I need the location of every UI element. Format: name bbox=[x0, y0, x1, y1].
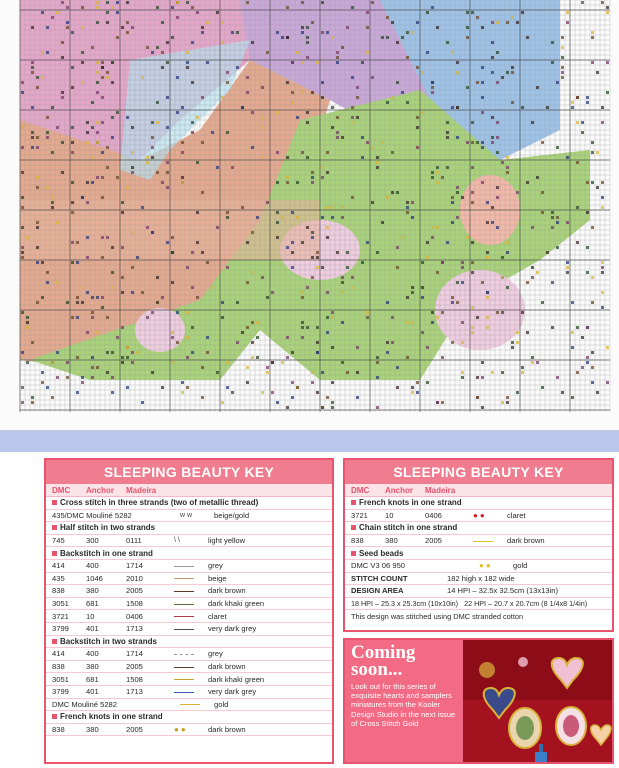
madeira-code: 2010 bbox=[126, 573, 143, 583]
key-column-headers bbox=[345, 484, 612, 497]
color-name: grey bbox=[208, 649, 223, 659]
line-swatch bbox=[174, 692, 194, 693]
key-symbol bbox=[174, 675, 208, 684]
key-section-heading: Half stitch in two strands bbox=[46, 522, 332, 535]
key-section-heading: Cross stitch in three strands (two of metallic thread) bbox=[46, 497, 332, 510]
col-anchor: Anchor bbox=[385, 486, 413, 495]
key-symbol bbox=[473, 536, 507, 545]
line-swatch bbox=[473, 541, 493, 542]
key-row bbox=[46, 673, 332, 686]
anchor-code: 380 bbox=[385, 536, 398, 546]
key-symbol bbox=[174, 599, 208, 608]
dmc-code: 3051 bbox=[52, 599, 69, 609]
anchor-code: 401 bbox=[86, 624, 99, 634]
anchor-code: 10 bbox=[86, 611, 95, 621]
design-area-row-2 bbox=[345, 598, 612, 611]
key-row bbox=[46, 535, 332, 548]
key-row bbox=[46, 623, 332, 636]
madeira-code: 0406 bbox=[126, 611, 143, 621]
thread-code: DMC V3 06 950 bbox=[351, 561, 406, 571]
key-row bbox=[46, 686, 332, 699]
anchor-code: 300 bbox=[86, 536, 99, 546]
thread-code: DMC Mouliné 5282 bbox=[52, 699, 117, 709]
madeira-code: 1714 bbox=[126, 561, 143, 571]
color-name: gold bbox=[513, 561, 528, 571]
anchor-code: 380 bbox=[86, 724, 99, 734]
dmc-code: 3721 bbox=[52, 611, 69, 621]
key-symbol bbox=[174, 561, 208, 570]
thread-code: 435/DMC Mouliné 5282 bbox=[52, 510, 132, 520]
key-row bbox=[46, 585, 332, 598]
anchor-code: 10 bbox=[385, 510, 394, 520]
col-madeira: Madeira bbox=[126, 486, 157, 495]
col-madeira: Madeira bbox=[425, 486, 456, 495]
key-row bbox=[46, 661, 332, 674]
design-note: This design was stitched using DMC stranded cotton bbox=[351, 612, 524, 622]
key-panel-right bbox=[343, 458, 614, 632]
key-section-heading: Chain stitch in one strand bbox=[345, 522, 612, 535]
madeira-code: 2005 bbox=[126, 662, 143, 672]
line-swatch bbox=[174, 591, 194, 592]
key-section-heading: Backstitch in one strand bbox=[46, 547, 332, 560]
col-dmc: DMC bbox=[52, 486, 71, 495]
stitch-count-label: STITCH COUNT bbox=[351, 573, 408, 583]
dmc-code: 3799 bbox=[52, 624, 69, 634]
design-area-row bbox=[345, 585, 612, 598]
color-name: claret bbox=[507, 510, 526, 520]
line-swatch bbox=[174, 629, 194, 630]
ornaments-photo bbox=[463, 640, 614, 762]
key-row bbox=[46, 610, 332, 623]
key-row bbox=[345, 510, 612, 523]
color-name: gold bbox=[214, 699, 229, 709]
key-symbol: ●● bbox=[174, 724, 188, 734]
dmc-code: 3721 bbox=[351, 510, 368, 520]
key-row bbox=[46, 560, 332, 573]
dmc-code: 3799 bbox=[52, 687, 69, 697]
madeira-code: 0111 bbox=[126, 536, 142, 546]
key-row bbox=[46, 573, 332, 586]
key-title: SLEEPING BEAUTY KEY bbox=[345, 460, 612, 484]
key-symbol bbox=[174, 662, 208, 671]
color-name: dark brown bbox=[507, 536, 545, 546]
madeira-code: 1508 bbox=[126, 674, 143, 684]
dmc-code: 414 bbox=[52, 561, 65, 571]
key-symbol bbox=[180, 700, 214, 709]
madeira-code: 1714 bbox=[126, 649, 143, 659]
color-name: light yellow bbox=[208, 536, 246, 546]
key-row bbox=[46, 598, 332, 611]
dmc-code: 3051 bbox=[52, 674, 69, 684]
anchor-code: 681 bbox=[86, 599, 99, 609]
design-area-label: DESIGN AREA bbox=[351, 586, 404, 596]
madeira-code: 1713 bbox=[126, 624, 143, 634]
color-name: beige bbox=[208, 573, 227, 583]
stitch-count-row bbox=[345, 573, 612, 586]
line-swatch bbox=[174, 616, 194, 617]
key-symbol bbox=[174, 649, 208, 658]
key-symbol: w w bbox=[180, 511, 193, 519]
key-symbol bbox=[174, 574, 208, 583]
color-name: grey bbox=[208, 561, 223, 571]
color-name: beige/gold bbox=[214, 510, 250, 520]
line-swatch bbox=[180, 704, 200, 705]
coming-soon-title bbox=[351, 644, 457, 678]
anchor-code: 380 bbox=[86, 586, 99, 596]
line-swatch bbox=[174, 604, 194, 605]
key-symbol: ●● bbox=[479, 561, 493, 571]
anchor-code: 1046 bbox=[86, 573, 103, 583]
coming-soon-text bbox=[345, 640, 463, 762]
line-swatch bbox=[174, 667, 194, 668]
madeira-code: 2005 bbox=[425, 536, 442, 546]
color-name: dark brown bbox=[208, 662, 246, 672]
color-name: very dark grey bbox=[208, 687, 257, 697]
coming-soon-title-line2: soon... bbox=[351, 659, 403, 680]
anchor-code: 400 bbox=[86, 649, 99, 659]
key-title: SLEEPING BEAUTY KEY bbox=[46, 460, 332, 484]
design-area-14: 14 HPI – 32.5x 32.5cm (13x13in) bbox=[447, 586, 559, 596]
line-swatch bbox=[174, 578, 194, 579]
dmc-code: 745 bbox=[52, 536, 65, 546]
key-panel-left bbox=[44, 458, 334, 764]
oval-ornament-1 bbox=[509, 708, 541, 748]
divider-band bbox=[0, 430, 619, 452]
madeira-code: 1508 bbox=[126, 599, 143, 609]
key-symbol bbox=[174, 687, 208, 696]
col-anchor: Anchor bbox=[86, 486, 114, 495]
anchor-code: 401 bbox=[86, 687, 99, 697]
key-rows bbox=[345, 497, 612, 573]
oval-ornament-2 bbox=[556, 707, 586, 745]
key-row bbox=[345, 560, 612, 573]
color-name: dark brown bbox=[208, 724, 246, 734]
dmc-code: 838 bbox=[351, 536, 364, 546]
stitch-count-value: 182 high x 182 wide bbox=[447, 573, 515, 583]
design-area-22: 22 HPI – 20.7 x 20.7cm (8 1/4x8 1/4in) bbox=[464, 599, 588, 609]
col-dmc: DMC bbox=[351, 486, 370, 495]
key-row bbox=[46, 648, 332, 661]
dmc-code: 435 bbox=[52, 573, 65, 583]
color-name: very dark grey bbox=[208, 624, 257, 634]
madeira-code: 2005 bbox=[126, 586, 143, 596]
coming-soon-body: Look out for this series of exquisite hearts and samplers miniatures from the Kooler Design Studio in the next issue of Cross Stitch Gold bbox=[351, 682, 456, 728]
key-row bbox=[46, 724, 332, 737]
madeira-code: 1713 bbox=[126, 687, 143, 697]
key-symbol: \ \ bbox=[174, 537, 180, 545]
line-swatch bbox=[174, 679, 194, 680]
key-row bbox=[46, 699, 332, 712]
key-section-heading: Backstitch in two strands bbox=[46, 636, 332, 649]
anchor-code: 681 bbox=[86, 674, 99, 684]
madeira-code: 2005 bbox=[126, 724, 143, 734]
key-rows bbox=[46, 497, 332, 736]
dmc-code: 414 bbox=[52, 649, 65, 659]
key-row bbox=[46, 510, 332, 523]
coming-soon-title-line1: Coming bbox=[351, 642, 416, 663]
anchor-code: 400 bbox=[86, 561, 99, 571]
color-name: dark khaki green bbox=[208, 674, 265, 684]
key-symbol: ●● bbox=[473, 510, 487, 520]
key-section-heading: Seed beads bbox=[345, 547, 612, 560]
coming-soon-panel bbox=[343, 638, 614, 764]
dmc-code: 838 bbox=[52, 586, 65, 596]
key-symbol bbox=[174, 612, 208, 621]
madeira-code: 0406 bbox=[425, 510, 442, 520]
key-section-heading: French knots in one strand bbox=[46, 711, 332, 724]
color-name: claret bbox=[208, 611, 227, 621]
color-name: dark khaki green bbox=[208, 599, 265, 609]
key-row bbox=[345, 535, 612, 548]
key-symbol bbox=[174, 586, 208, 595]
key-symbol bbox=[174, 624, 208, 633]
color-name: dark brown bbox=[208, 586, 246, 596]
line-swatch bbox=[174, 654, 194, 655]
anchor-code: 380 bbox=[86, 662, 99, 672]
dmc-code: 838 bbox=[52, 662, 65, 672]
dmc-code: 838 bbox=[52, 724, 65, 734]
design-area-18: 18 HPI – 25.3 x 25.3cm (10x10in) bbox=[351, 599, 459, 609]
line-swatch bbox=[174, 566, 194, 567]
key-column-headers bbox=[46, 484, 332, 497]
key-section-heading: French knots in one strand bbox=[345, 497, 612, 510]
